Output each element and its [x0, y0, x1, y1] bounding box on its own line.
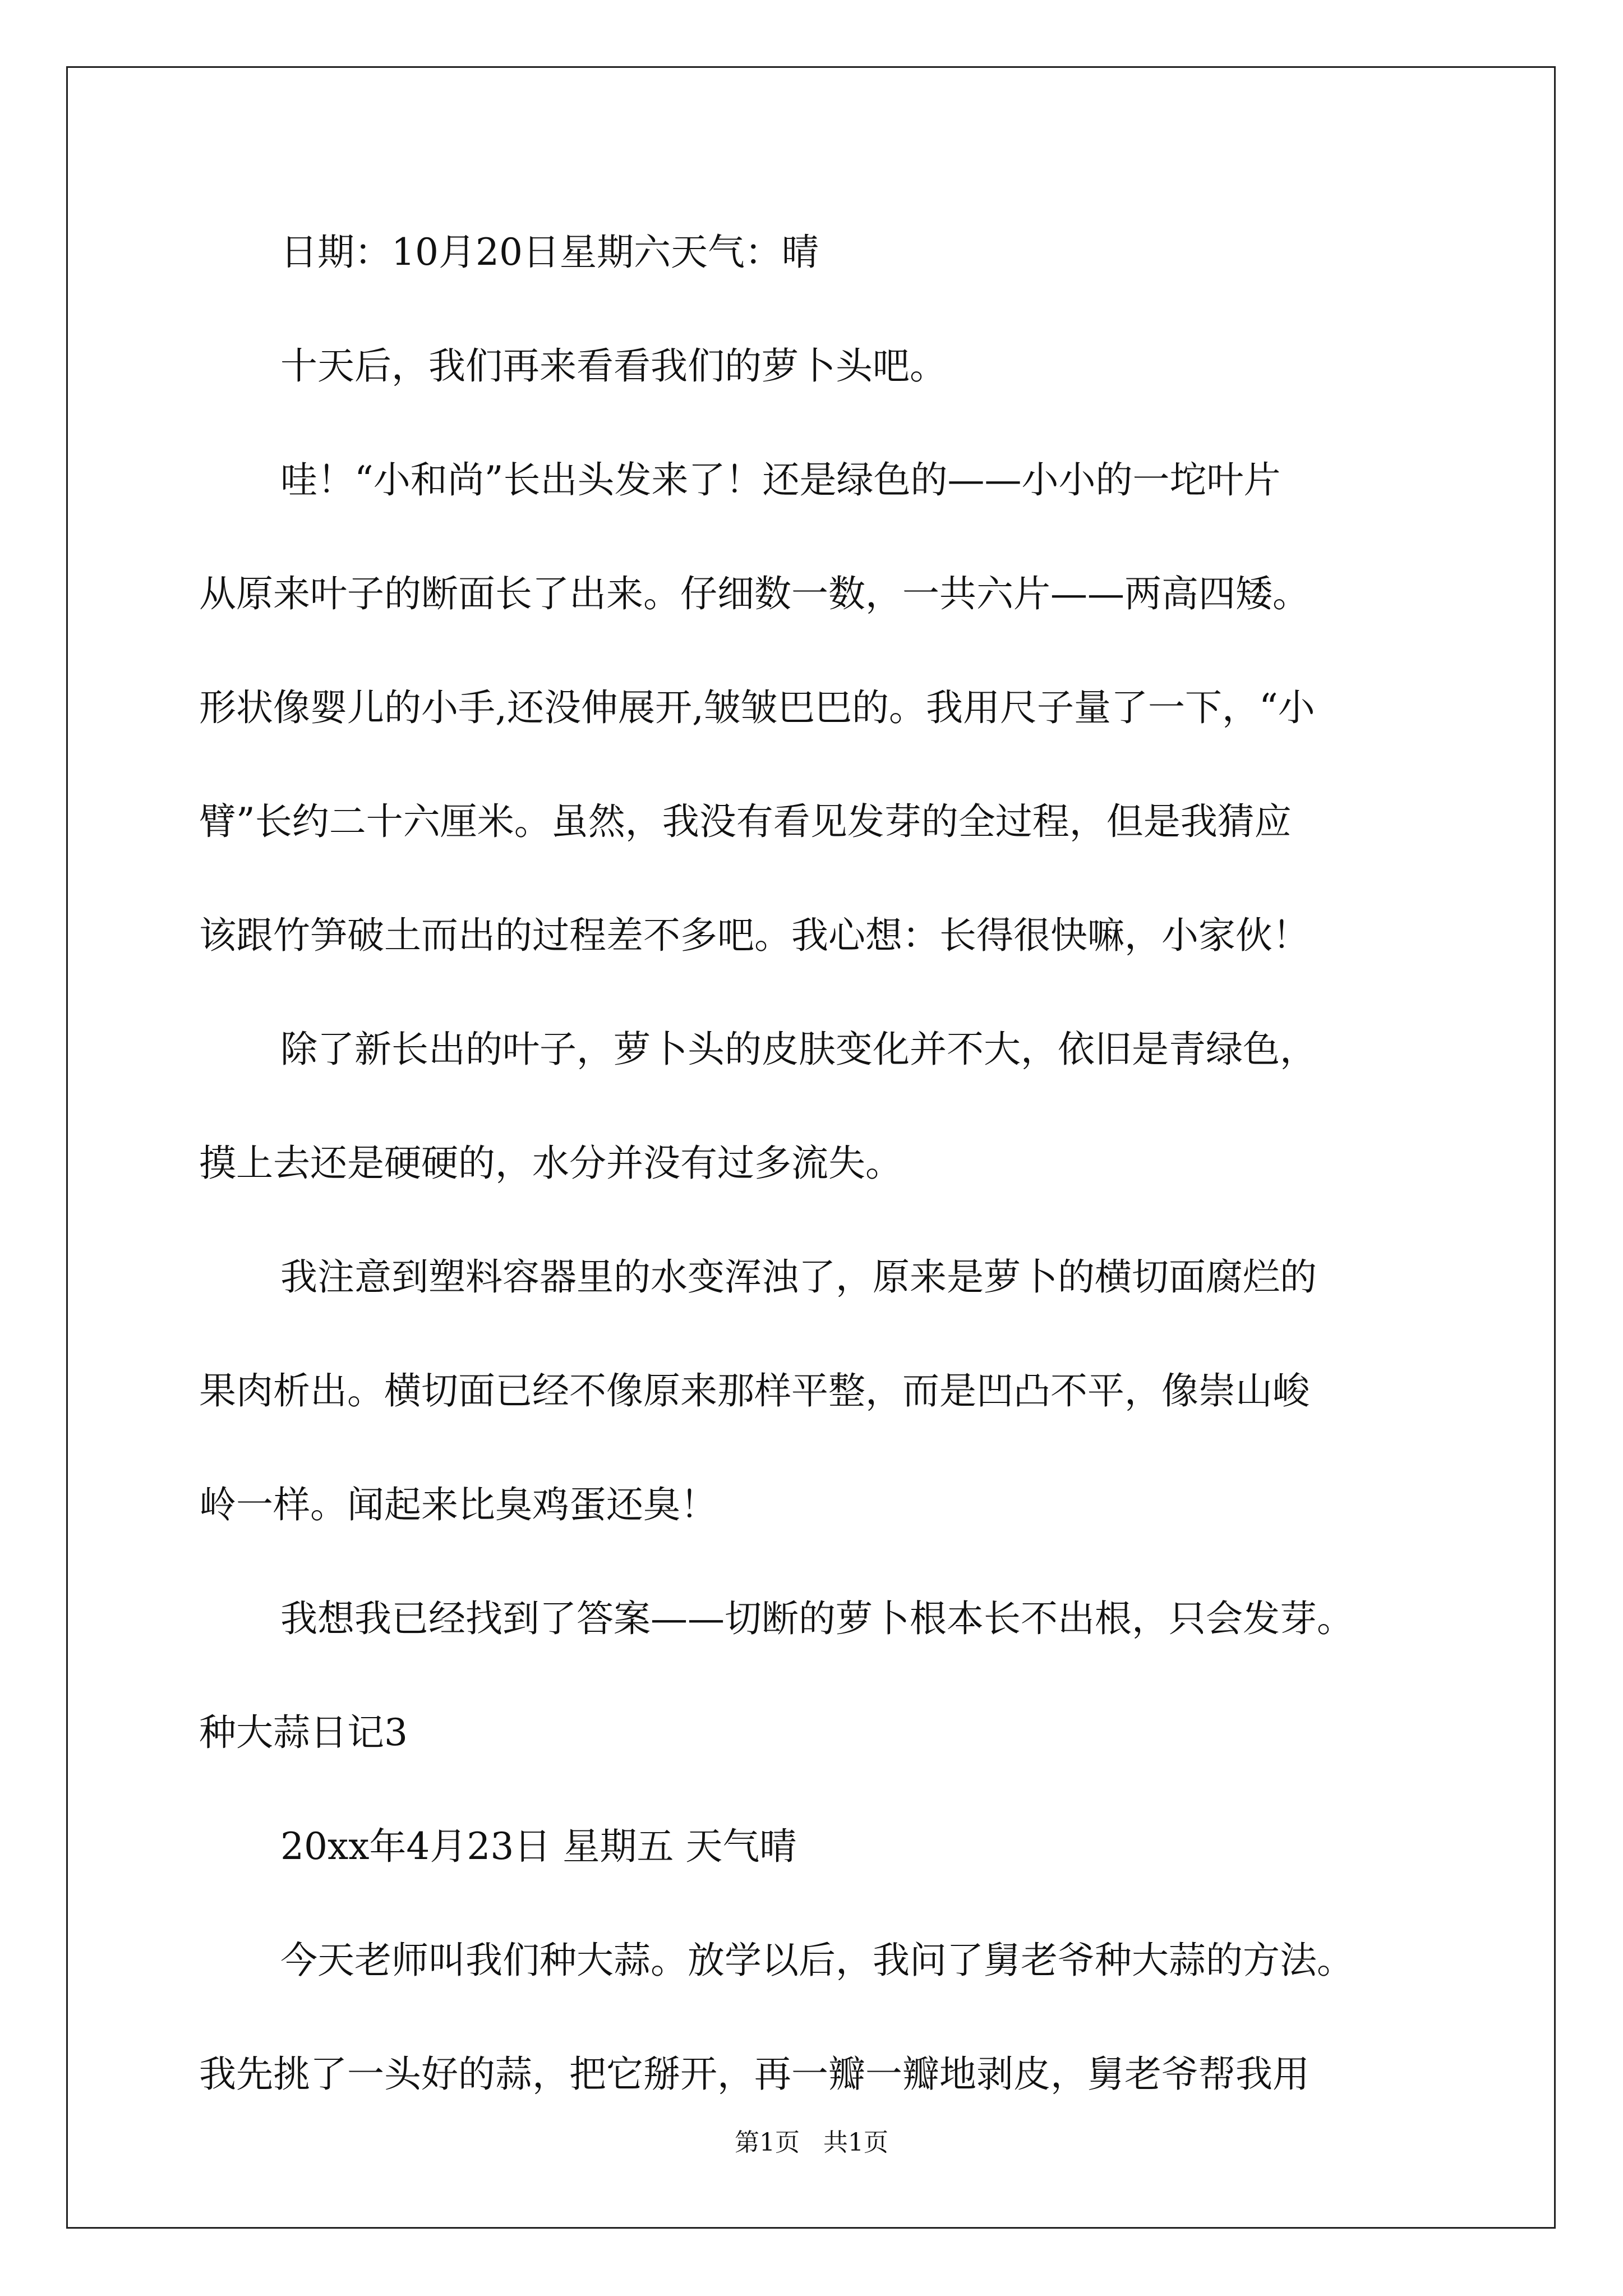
paragraph-start-line: 我注意到塑料容器里的水变浑浊了，原来是萝卜的横切面腐烂的: [280, 1255, 1317, 1299]
text-line: 十天后，我们再来看看我们的萝卜头吧。: [280, 344, 947, 388]
page-number: 第1页: [735, 2128, 800, 2157]
text-line: 从原来叶子的断面长了出来。仔细数一数，一共六片——两高四矮。: [199, 572, 1310, 615]
paragraph-start-line: 哇！“小和尚”长出头发来了！还是绿色的——小小的一坨叶片: [280, 458, 1281, 501]
paragraph-start-line: 我想我已经找到了答案——切断的萝卜根本长不出根，只会发芽。: [280, 1597, 1354, 1640]
text-line: 果肉析出。横切面已经不像原来那样平整，而是凹凸不平，像崇山峻: [199, 1369, 1310, 1412]
text-line: 摸上去还是硬硬的，水分并没有过多流失。: [199, 1142, 902, 1185]
paragraph-start-line: 除了新长出的叶子，萝卜头的皮肤变化并不大，依旧是青绿色，: [280, 1028, 1317, 1071]
page-footer: [0, 2127, 1623, 2159]
diary-date-line: 日期：10月20日星期六天气：晴: [280, 231, 819, 274]
diary-date-line: 20xx年4月23日 星期五 天气晴: [280, 1825, 797, 1868]
section-heading: 种大蒜日记3: [199, 1711, 408, 1754]
text-line: 岭一样。闻起来比臭鸡蛋还臭！: [199, 1483, 717, 1526]
text-line: 形状像婴儿的小手,还没伸展开,皱皱巴巴的。我用尺子量了一下，“小: [199, 686, 1315, 729]
paragraph-start-line: 今天老师叫我们种大蒜。放学以后，我问了舅老爷种大蒜的方法。: [280, 1939, 1354, 1982]
text-line: 该跟竹笋破土而出的过程差不多吧。我心想：长得很快嘛，小家伙！: [199, 914, 1310, 957]
text-line: 臂”长约二十六厘米。虽然，我没有看见发芽的全过程，但是我猜应: [199, 800, 1292, 843]
page-total: 共1页: [823, 2128, 888, 2157]
text-line: 我先挑了一头好的蒜，把它掰开，再一瓣一瓣地剥皮，舅老爷帮我用: [199, 2053, 1310, 2096]
